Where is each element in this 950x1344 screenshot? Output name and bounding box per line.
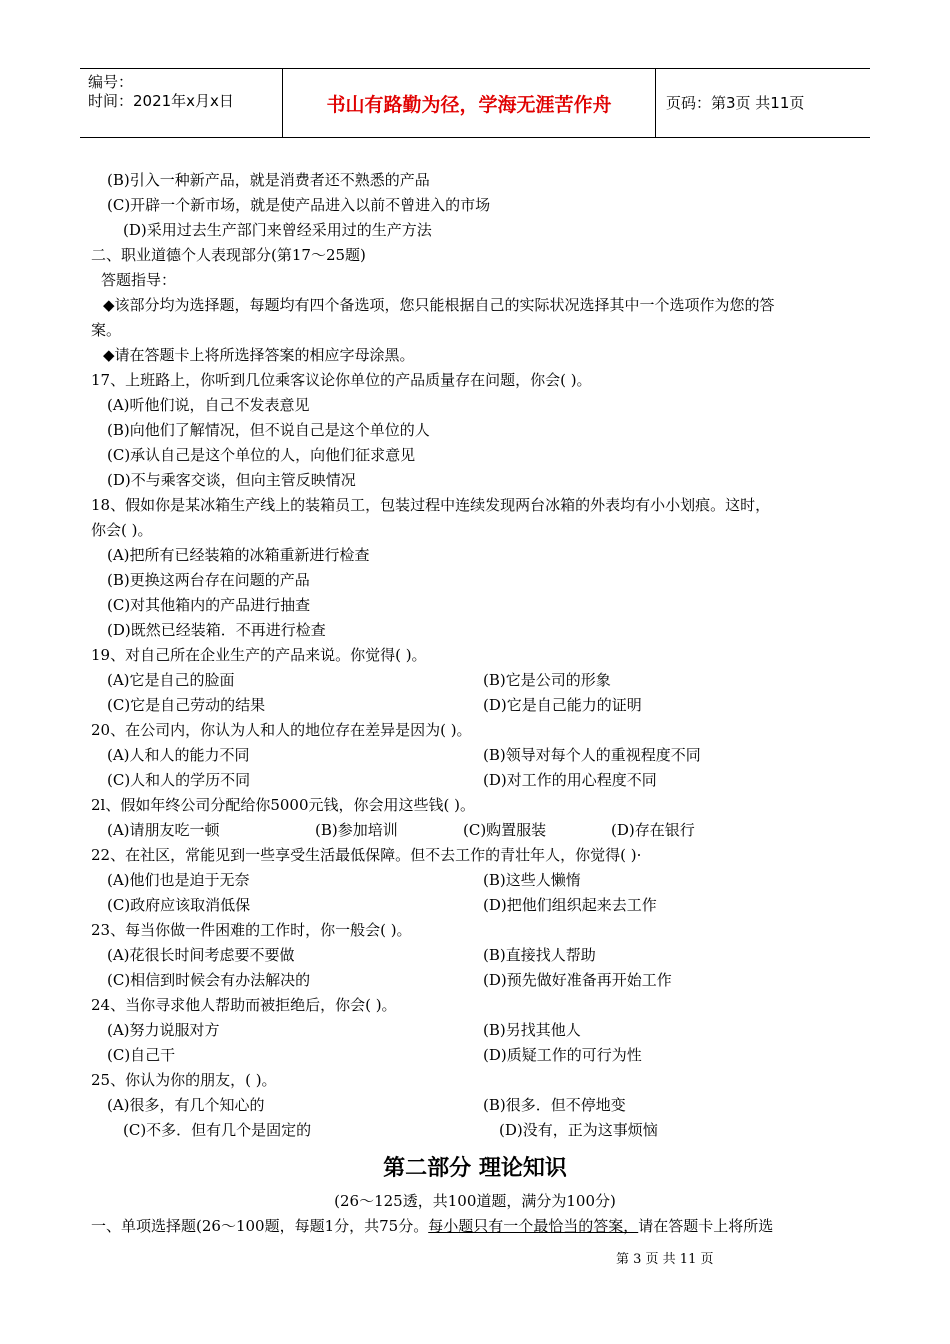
question-17: 17、上班路上，你听到几位乘客议论你单位的产品质量存在问题，你会( )。 — [91, 371, 592, 389]
option-line: (C)购置服装 — [463, 821, 547, 839]
part-two-subtitle: (26～125透，共100道题，满分为100分) — [334, 1192, 616, 1210]
question-25: 25、你认为你的朋友，( )。 — [91, 1071, 277, 1089]
option-line: (C)人和人的学历不同 — [107, 771, 251, 789]
document-number-label: 编号： — [88, 73, 134, 91]
header-left-cell — [80, 69, 283, 137]
header-page-cell — [656, 69, 870, 137]
instruction-line: ◆该部分均为选择题，每题均有四个备选项，您只能根据自己的实际状况选择其中一个选项作为您的答 — [103, 296, 775, 314]
option-line: (C)对其他箱内的产品进行抽查 — [107, 596, 311, 614]
option-line: (D)质疑工作的可行为性 — [483, 1046, 642, 1064]
question-22: 22、在社区，常能见到一些享受生活最低保障。但不去工作的青壮年人，你觉得( )· — [91, 846, 642, 864]
page-header — [80, 68, 870, 138]
option-line: (B)参加培训 — [315, 821, 398, 839]
question-23: 23、每当你做一件困难的工作时，你一般会( )。 — [91, 921, 412, 939]
option-line: (B)它是公司的形象 — [483, 671, 611, 689]
option-line: (D)预先做好准备再开始工作 — [483, 971, 672, 989]
option-line: (C)它是自己劳动的结果 — [107, 696, 266, 714]
underlined-instruction: 每小题只有一个最恰当的答案， — [428, 1217, 639, 1235]
option-line: (B)很多．但不停地变 — [483, 1096, 626, 1114]
instruction-line: ◆请在答题卡上将所选择答案的相应字母涂黑。 — [103, 346, 415, 364]
document-date: 时间：2021年x月x日 — [88, 92, 234, 110]
option-line: (A)它是自己的脸面 — [107, 671, 235, 689]
option-line: (C)开辟一个新市场，就是使产品进入以前不曾进入的市场 — [107, 196, 491, 214]
option-line: (C)承认自己是这个单位的人，向他们征求意见 — [107, 446, 416, 464]
header-slogan: 书山有路勤为径，学海无涯苦作舟 — [326, 93, 612, 116]
option-line: (D)存在银行 — [611, 821, 695, 839]
option-line: (B)引入一种新产品，就是消费者还不熟悉的产品 — [107, 171, 430, 189]
option-line: (C)政府应该取消低保 — [107, 896, 251, 914]
question-20: 20、在公司内，你认为人和人的地位存在差异是因为( )。 — [91, 721, 472, 739]
instruction-line: 案。 — [91, 321, 122, 339]
option-line: (D)对工作的用心程度不同 — [483, 771, 657, 789]
option-line: (D)采用过去生产部门来曾经采用过的生产方法 — [123, 221, 432, 239]
option-line: (D)它是自己能力的证明 — [483, 696, 642, 714]
option-line: (A)花很长时间考虑要不要做 — [107, 946, 295, 964]
option-line: (B)向他们了解情况，但不说自己是这个单位的人 — [107, 421, 430, 439]
instruction-text: 一、单项选择题(26～100题，每题1分，共75分。 — [91, 1217, 429, 1235]
option-line: (D)既然已经装箱．不再进行检查 — [107, 621, 326, 639]
option-line: (A)听他们说，自己不发表意见 — [107, 396, 310, 414]
option-line: (C)不多．但有几个是固定的 — [123, 1121, 312, 1139]
option-line: (A)努力说服对方 — [107, 1021, 220, 1039]
question-18: 18、假如你是某冰箱生产线上的装箱员工，包装过程中连续发现两台冰箱的外表均有小小划痕。这时， — [91, 496, 771, 514]
option-line: (D)不与乘客交谈，但向主管反映情况 — [107, 471, 356, 489]
option-line: (A)把所有已经装箱的冰箱重新进行检查 — [107, 546, 370, 564]
question-18-cont: 你会( )。 — [91, 521, 153, 539]
option-line: (A)他们也是迫于无奈 — [107, 871, 250, 889]
header-page-info: 页码：第3页 共11页 — [666, 94, 805, 112]
part-two-title: 第二部分 理论知识 — [383, 1156, 567, 1181]
option-line: (A)人和人的能力不同 — [107, 746, 250, 764]
instruction-label: 答题指导： — [101, 271, 177, 289]
option-line: (D)把他们组织起来去工作 — [483, 896, 657, 914]
question-19: 19、对自己所在企业生产的产品来说。你觉得( )。 — [91, 646, 427, 664]
option-line: (B)更换这两台存在问题的产品 — [107, 571, 310, 589]
section-heading: 二、职业道德个人表现部分(第17～25题) — [91, 246, 366, 264]
option-line: (A)很多，有几个知心的 — [107, 1096, 265, 1114]
section-instruction — [91, 1216, 773, 1236]
option-line: (A)请朋友吃一顿 — [107, 821, 220, 839]
option-line: (B)另找其他人 — [483, 1021, 581, 1039]
option-line: (C)相信到时候会有办法解决的 — [107, 971, 311, 989]
option-line: (B)这些人懒惰 — [483, 871, 581, 889]
option-line: (B)领导对每个人的重视程度不同 — [483, 746, 701, 764]
option-line: (D)没有，正为这事烦恼 — [499, 1121, 658, 1139]
instruction-text-end: 请在答题卡上将所选 — [638, 1217, 774, 1235]
question-21: 2l、假如年终公司分配给你5000元钱，你会用这些钱( )。 — [91, 796, 475, 814]
header-slogan-cell — [283, 69, 656, 137]
page-footer: 第 3 页 共 11 页 — [616, 1252, 714, 1267]
question-24: 24、当你寻求他人帮助而被拒绝后，你会( )。 — [91, 996, 397, 1014]
option-line: (C)自己干 — [107, 1046, 176, 1064]
option-line: (B)直接找人帮助 — [483, 946, 596, 964]
